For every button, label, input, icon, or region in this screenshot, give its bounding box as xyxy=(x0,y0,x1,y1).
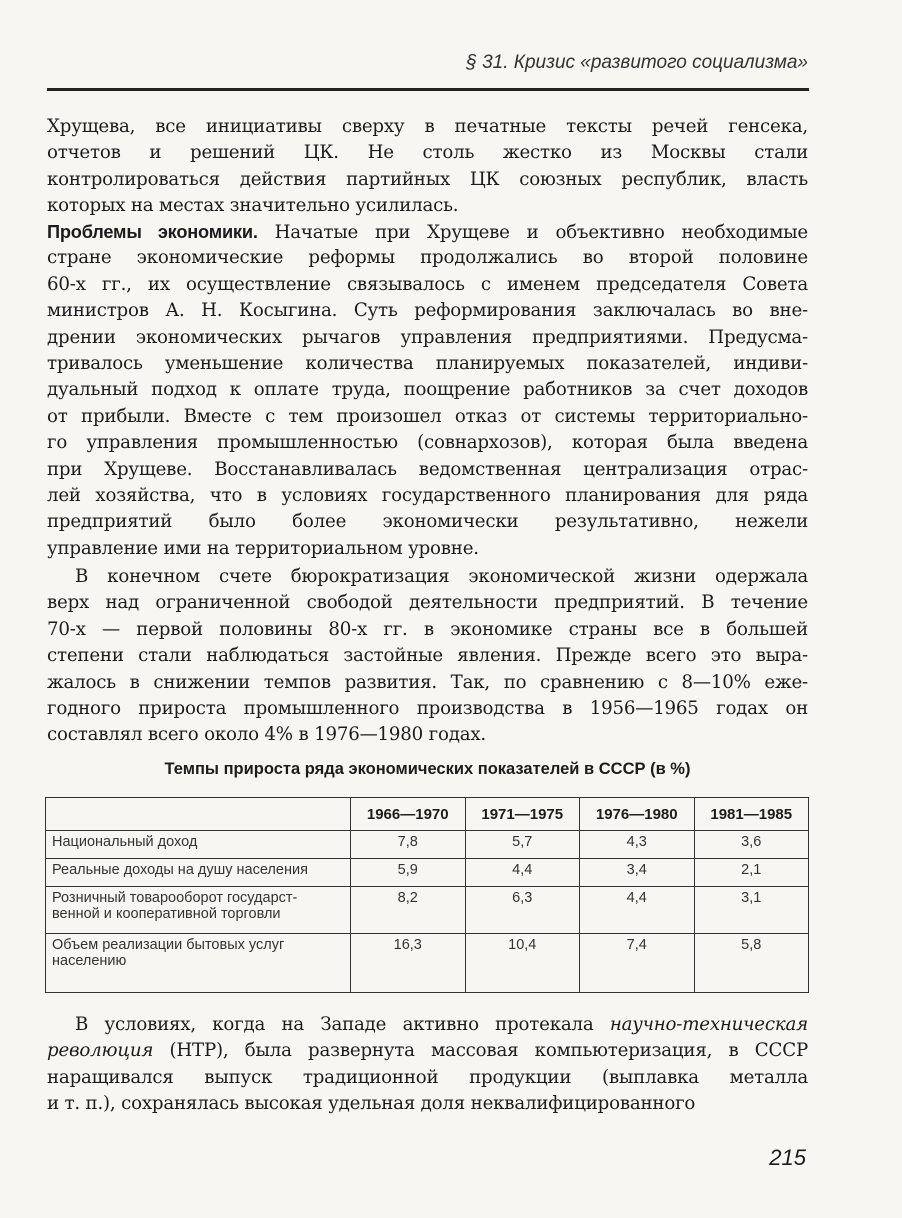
text-line xyxy=(47,643,808,669)
text-segment: составлял всего около 4% в 1976—1980 годах. xyxy=(47,724,486,746)
text-line xyxy=(47,536,808,562)
paragraph-economic-problems xyxy=(47,219,808,562)
text-line xyxy=(47,1065,808,1091)
text-segment: В конечном счете бюрократизация экономической жизни одержала xyxy=(75,566,808,587)
value-cell: 7,8 xyxy=(351,831,466,859)
text-line xyxy=(47,696,808,722)
text-line xyxy=(47,722,808,748)
text-line xyxy=(47,617,808,643)
table-corner-cell xyxy=(46,798,351,831)
text-segment: министров А. Н. Косыгина. Суть реформирования заключалась во вне- xyxy=(47,300,808,322)
running-header: § 31. Кризис «развитого социализма» xyxy=(466,52,808,73)
column-header: 1976—1980 xyxy=(580,798,695,831)
text-segment: отчетов и решений ЦК. Не столь жестко из Москвы стали xyxy=(47,142,808,164)
text-line xyxy=(47,245,808,271)
text-line xyxy=(47,509,808,535)
text-segment: 60-х гг., их осуществление связывалось с именем председателя Совета xyxy=(47,273,808,295)
value-cell: 7,4 xyxy=(580,934,695,993)
paragraph-stagnation xyxy=(47,564,808,749)
text-segment: дрении экономических рычагов управления предприятиями. Предусма- xyxy=(47,326,808,348)
column-header: 1966—1970 xyxy=(351,798,466,831)
column-header: 1981—1985 xyxy=(694,798,809,831)
text-segment: верх над ограниченной свободой деятельности предприятий. В течение xyxy=(47,592,808,614)
text-line xyxy=(47,167,808,193)
section-heading: Проблемы экономики. xyxy=(47,222,258,242)
text-segment: предприятий было более экономически результативно, нежели xyxy=(47,511,808,533)
economic-indicators-table xyxy=(45,797,809,993)
table-title: Темпы прироста ряда экономических показателей в СССР (в %) xyxy=(164,760,691,778)
page-number: 215 xyxy=(769,1145,806,1170)
table-row xyxy=(46,831,809,859)
row-label: Реальные доходы на душу населения xyxy=(46,859,351,887)
text-line xyxy=(47,1012,808,1038)
text-line xyxy=(47,430,808,456)
text-line xyxy=(47,377,808,403)
text-segment: дуальный подход к оплате труда, поощрение работников за счет доходов xyxy=(47,379,808,401)
value-cell: 3,4 xyxy=(580,859,695,887)
value-cell: 8,2 xyxy=(351,887,466,934)
text-line xyxy=(47,193,808,219)
text-segment: (НТР), была развернута массовая компьютеризация, в СССР xyxy=(153,1040,808,1062)
header-rule xyxy=(47,88,809,91)
text-line xyxy=(47,1091,808,1117)
emphasis-text: революция xyxy=(47,1040,154,1062)
text-segment: го управления промышленностью (совнархозов), которая была введена xyxy=(47,432,808,454)
row-label: Розничный товарооборот государст-венной и кооперативной торговли xyxy=(46,887,351,934)
text-segment: наращивался выпуск традиционной продукции (выплавка металла xyxy=(47,1066,808,1088)
text-segment: тривалось уменьшение количества планируемых показателей, индиви- xyxy=(47,352,808,374)
text-line xyxy=(47,219,808,245)
value-cell: 4,3 xyxy=(580,831,695,859)
value-cell: 5,7 xyxy=(465,831,580,859)
table-row xyxy=(46,934,809,993)
text-line xyxy=(47,1038,808,1064)
value-cell: 10,4 xyxy=(465,934,580,993)
value-cell: 5,8 xyxy=(694,934,809,993)
table-header-row xyxy=(46,798,809,831)
text-segment: и т. п.), сохранялась высокая удельная доля неквалифицированного xyxy=(47,1093,696,1115)
paragraph-intro xyxy=(47,114,808,220)
text-segment: управление ими на территориальном уровне. xyxy=(47,537,479,559)
text-line xyxy=(47,114,808,140)
value-cell: 16,3 xyxy=(351,934,466,993)
paragraph-ntr xyxy=(47,1012,808,1118)
value-cell: 3,1 xyxy=(694,887,809,934)
text-segment: контролироваться действия партийных ЦК союзных республик, власть xyxy=(47,168,808,190)
value-cell: 2,1 xyxy=(694,859,809,887)
text-segment: которых на местах значительно усилилась. xyxy=(47,195,459,217)
text-line xyxy=(47,325,808,351)
text-segment: при Хрущеве. Восстанавливалась ведомственная централизация отрас- xyxy=(47,458,808,480)
text-segment: жалось в снижении темпов развития. Так, по сравнению с 8—10% еже- xyxy=(47,671,808,693)
text-line xyxy=(47,272,808,298)
text-line xyxy=(47,457,808,483)
text-segment: В условиях, когда на Западе активно протекала xyxy=(75,1014,610,1035)
text-line xyxy=(47,564,808,590)
value-cell: 3,6 xyxy=(694,831,809,859)
text-line xyxy=(47,140,808,166)
text-segment: от прибыли. Вместе с тем произошел отказ от системы территориально- xyxy=(47,405,808,427)
text-line xyxy=(47,298,808,324)
text-segment: стране экономические реформы продолжались во второй половине xyxy=(47,247,808,269)
table-row xyxy=(46,887,809,934)
value-cell: 6,3 xyxy=(465,887,580,934)
text-line xyxy=(47,404,808,430)
value-cell: 4,4 xyxy=(580,887,695,934)
text-line xyxy=(47,670,808,696)
text-segment: Хрущева, все инициативы сверху в печатные тексты речей генсека, xyxy=(47,116,808,137)
text-segment: лей хозяйства, что в условиях государственного планирования для ряда xyxy=(47,484,808,506)
column-header: 1971—1975 xyxy=(465,798,580,831)
row-label: Объем реализации бытовых услуг населению xyxy=(46,934,351,993)
emphasis-text: научно-техническая xyxy=(609,1014,808,1035)
text-segment: 70-х — первой половины 80-х гг. в экономике страны все в большей xyxy=(47,618,808,640)
text-segment: степени стали наблюдаться застойные явления. Прежде всего это выра- xyxy=(47,645,808,667)
text-line xyxy=(47,483,808,509)
row-label: Национальный доход xyxy=(46,831,351,859)
text-segment: годного прироста промышленного производства в 1956—1965 годах он xyxy=(47,697,808,719)
text-segment: Начатые при Хрущеве и объективно необходимые xyxy=(257,222,808,243)
text-line xyxy=(47,351,808,377)
value-cell: 4,4 xyxy=(465,859,580,887)
table-row xyxy=(46,859,809,887)
text-line xyxy=(47,590,808,616)
value-cell: 5,9 xyxy=(351,859,466,887)
